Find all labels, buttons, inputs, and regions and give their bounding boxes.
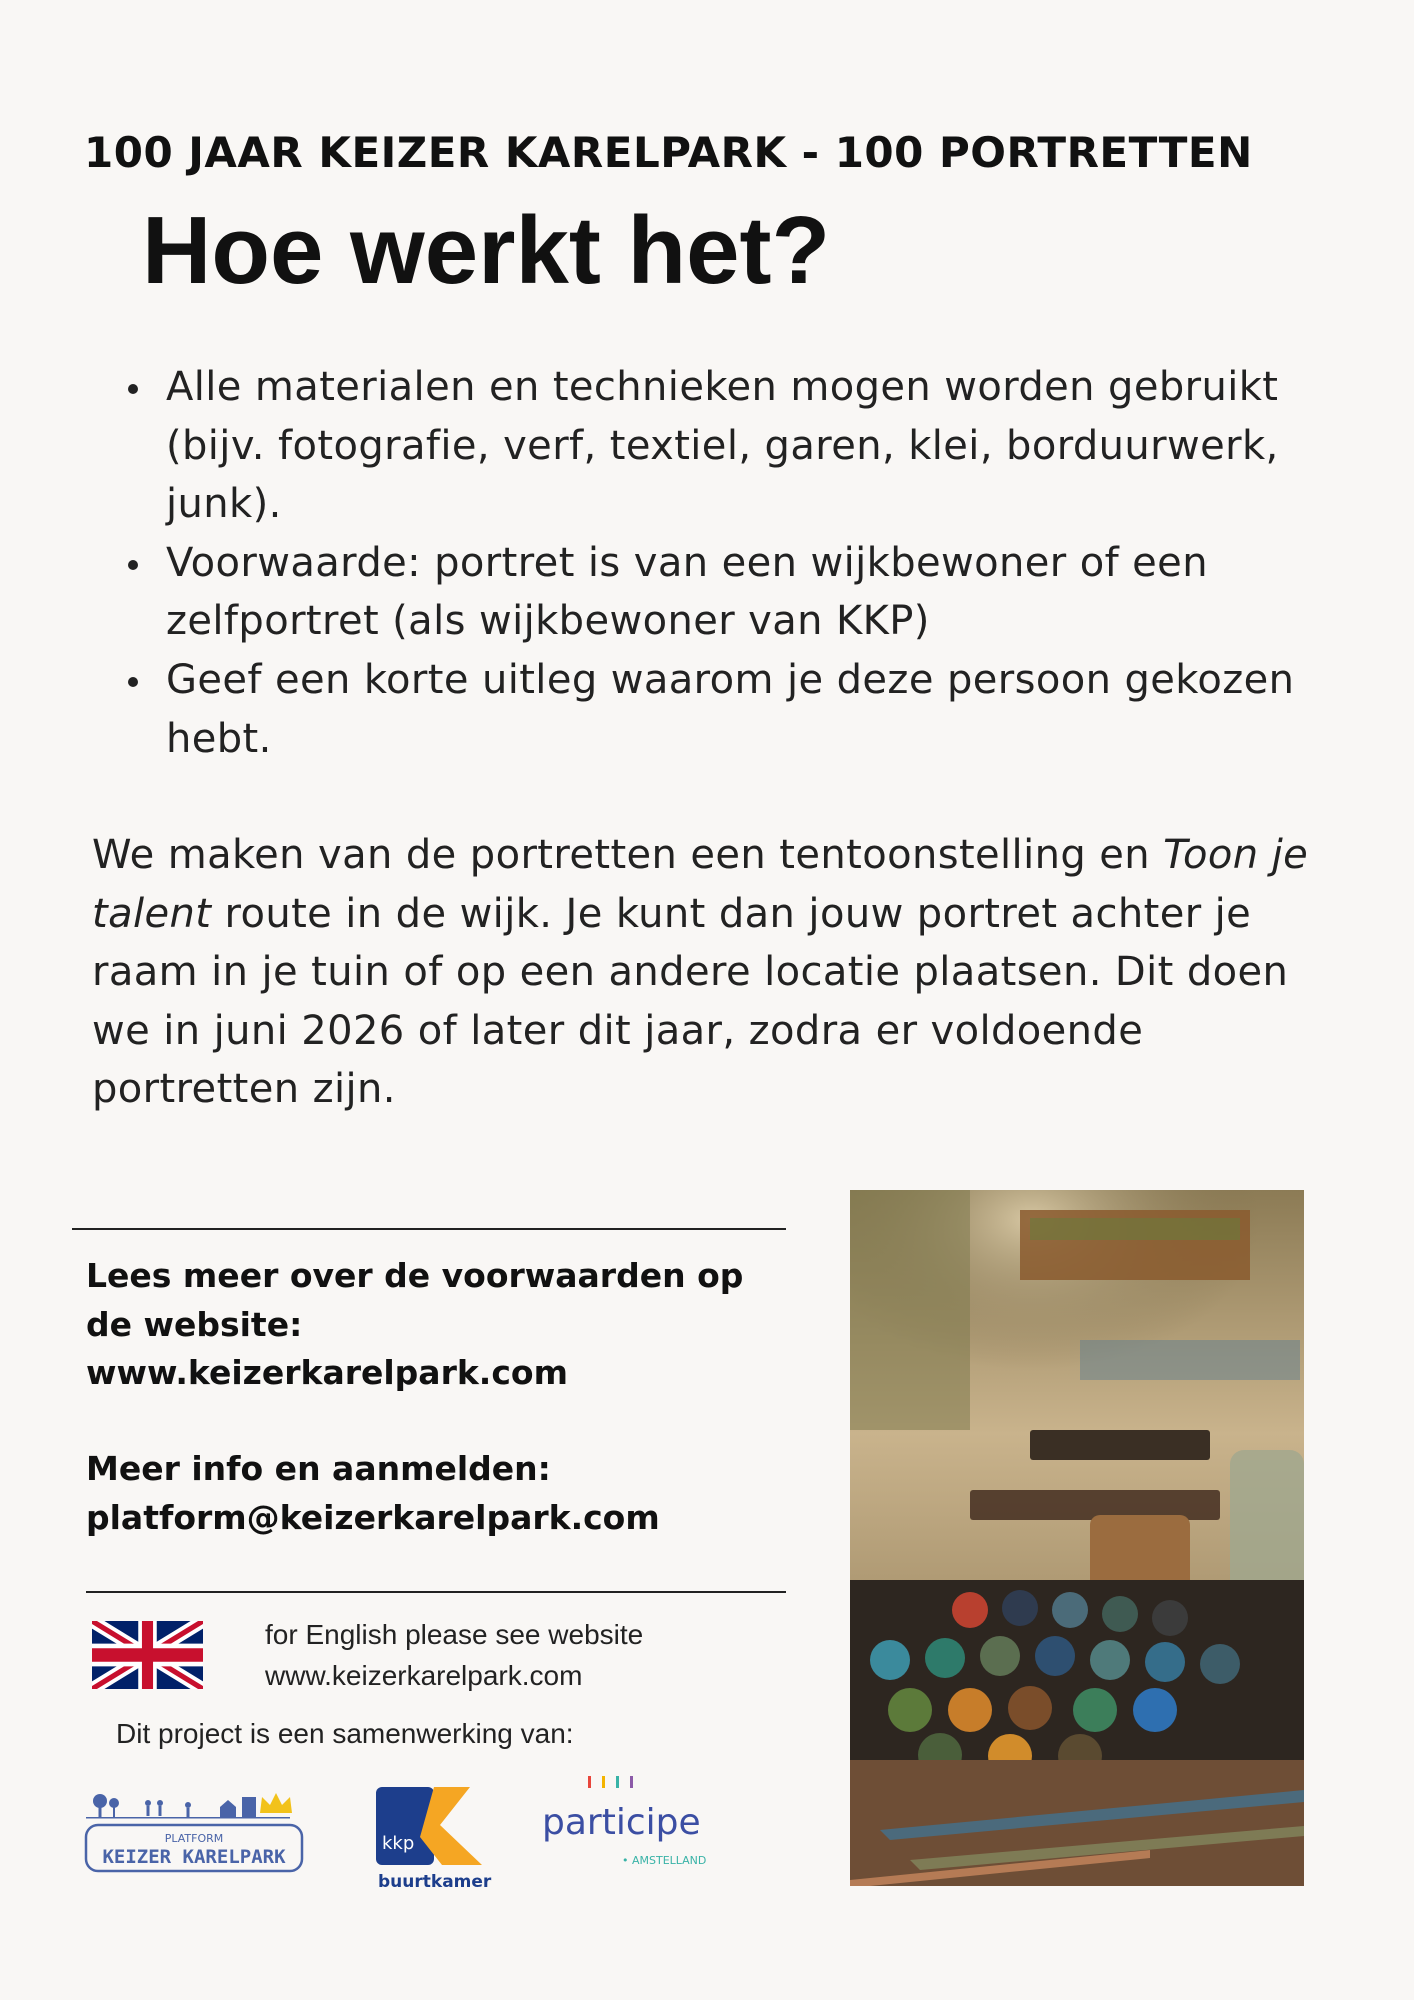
paragraph-italic: Toon je talent [92,832,1309,937]
english-note [265,1614,765,1696]
platform-logo-small-text: PLATFORM [164,1832,224,1845]
conditions-list [128,358,1308,768]
platform-logo-name: KEIZER KARELPARK [102,1846,286,1868]
participe-logo-region: • AMSTELLAND [622,1854,707,1867]
partners-label: Dit project is een samenwerking van: [116,1718,574,1749]
read-more-block [86,1252,806,1398]
contact-label: Meer info en aanmelden: [86,1449,551,1488]
list-item: Alle materialen en technieken mogen worden gebruikt (bijv. fotografie, verf, textiel, garen, klei, borduurwerk, junk). [128,358,1308,534]
paragraph-text: route in de wijk. Je kunt dan jouw portret achter je raam in je tuin of op een andere locatie plaatsen. Dit doen we in juni 2026 of later dit jaar, zodra er voldoende portretten zijn. [92,890,1289,1113]
list-item: Voorwaarde: portret is van een wijkbewoner of een zelfportret (als wijkbewoner van KKP) [128,534,1308,651]
english-note-text: for English please see website [265,1619,644,1650]
uk-flag-icon [92,1621,203,1689]
participe-amstelland-logo [540,1772,730,1882]
kkp-buurtkamer-logo [374,1783,494,1893]
participe-logo-name: participe [542,1802,701,1843]
read-more-text: de website: [86,1304,303,1344]
kicker-heading: 100 JAAR KEIZER KARELPARK - 100 PORTRETTEN [84,128,1253,177]
divider [86,1591,786,1593]
kkp-logo-name: buurtkamer [378,1872,492,1892]
list-item: Geef een korte uitleg waarom je deze persoon gekozen hebt. [128,651,1308,768]
exhibition-paragraph [92,826,1342,1119]
email-link[interactable]: platform@keizerkarelpark.com [86,1497,660,1537]
kkp-logo-abbr: kkp [382,1833,415,1854]
platform-keizer-karelpark-logo [70,1783,320,1883]
divider [72,1228,786,1230]
page-title: Hoe werkt het? [142,197,831,304]
paragraph-text: We maken van de portretten een tentoonstelling en [92,832,1164,878]
english-website-link[interactable]: www.keizerkarelpark.com [265,1660,583,1691]
contact-block [86,1445,806,1542]
website-link[interactable]: www.keizerkarelpark.com [86,1353,568,1392]
paint-palette-photo [850,1190,1304,1886]
read-more-text: Lees meer over de voorwaarden op [86,1256,744,1295]
